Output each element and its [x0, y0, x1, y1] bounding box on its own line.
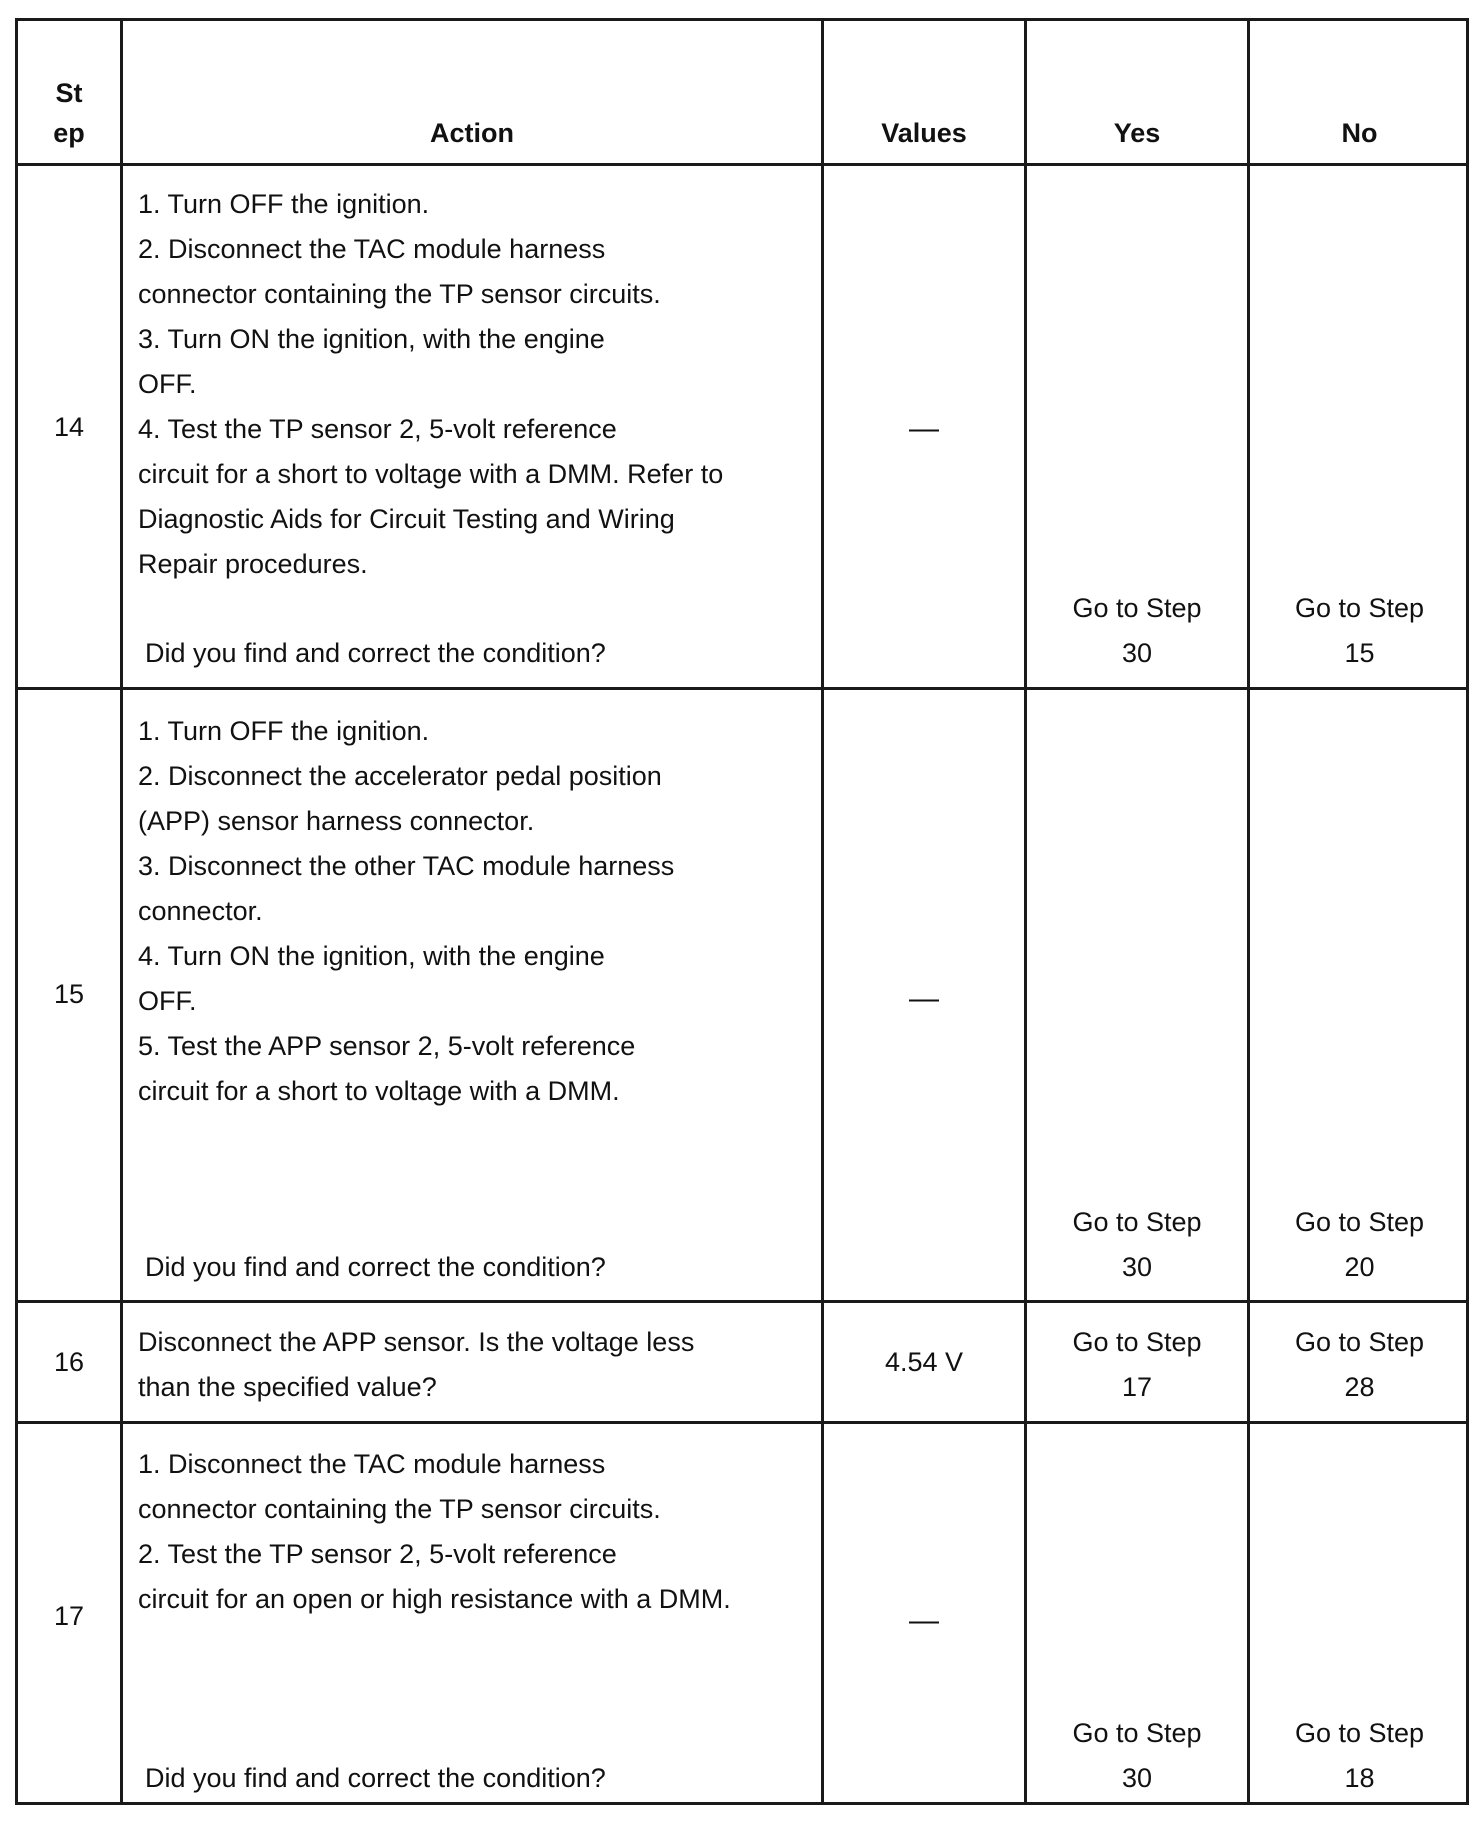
value-text: —	[909, 982, 939, 1015]
no-goto	[1250, 1320, 1469, 1410]
no-goto-step: 20	[1344, 1252, 1375, 1282]
action-line: OFF.	[138, 986, 197, 1016]
header-step-line1: St	[55, 78, 83, 108]
yes-goto-step: 30	[1121, 1252, 1153, 1282]
question-text: Did you find and correct the condition?	[145, 1252, 606, 1282]
action-line: 5. Test the APP sensor 2, 5-volt reference	[138, 1031, 636, 1061]
action-line: than the specified value?	[138, 1372, 437, 1402]
no-goto	[1250, 586, 1469, 676]
row-divider	[18, 163, 1466, 166]
value-text: —	[909, 412, 939, 445]
action-line: connector containing the TP sensor circuits.	[138, 279, 661, 309]
no-goto	[1250, 1711, 1469, 1801]
row-divider	[18, 1421, 1466, 1424]
header-no: No	[1341, 118, 1378, 148]
column-divider	[120, 21, 123, 1802]
action-line: 1. Turn OFF the ignition.	[138, 189, 430, 219]
action-steps	[138, 1320, 694, 1410]
no-goto-label: Go to Step	[1294, 1207, 1425, 1237]
action-line: Disconnect the APP sensor. Is the voltage less	[138, 1327, 695, 1357]
column-divider	[821, 21, 824, 1802]
yes-goto-label: Go to Step	[1072, 1207, 1202, 1237]
action-line: 2. Disconnect the accelerator pedal position	[138, 761, 662, 791]
no-goto-step: 28	[1344, 1372, 1375, 1402]
no-goto-step: 15	[1344, 638, 1375, 668]
yes-goto-label: Go to Step	[1072, 1718, 1202, 1748]
question-text: Did you find and correct the condition?	[145, 638, 606, 668]
action-line: OFF.	[138, 369, 197, 399]
action-line: Repair procedures.	[138, 549, 368, 579]
action-line: 1. Disconnect the TAC module harness	[138, 1449, 606, 1479]
action-line: circuit for a short to voltage with a DMM.	[138, 1076, 620, 1106]
action-line: 4. Test the TP sensor 2, 5-volt reference	[138, 414, 617, 444]
action-line: 4. Turn ON the ignition, with the engine	[138, 941, 605, 971]
yes-goto	[1027, 1200, 1247, 1290]
no-goto-step: 18	[1344, 1763, 1375, 1793]
column-divider	[1247, 21, 1250, 1802]
action-line: 3. Turn ON the ignition, with the engine	[138, 324, 605, 354]
action-line: (APP) sensor harness connector.	[138, 806, 535, 836]
yes-goto-step: 17	[1121, 1372, 1153, 1402]
question-text: Did you find and correct the condition?	[145, 1763, 606, 1793]
action-steps	[138, 709, 674, 1114]
yes-goto	[1027, 1711, 1247, 1801]
no-goto-label: Go to Step	[1294, 1718, 1425, 1748]
value-text: 4.54 V	[884, 1347, 964, 1377]
yes-goto	[1027, 586, 1247, 676]
action-steps	[138, 1442, 731, 1622]
yes-goto-step: 30	[1121, 638, 1153, 668]
action-line: Diagnostic Aids for Circuit Testing and Wiring	[138, 504, 675, 534]
action-line: connector.	[138, 896, 263, 926]
yes-goto-step: 30	[1121, 1763, 1153, 1793]
yes-goto-label: Go to Step	[1072, 593, 1202, 623]
header-step-line2: ep	[53, 118, 85, 148]
no-goto-label: Go to Step	[1294, 1327, 1425, 1357]
value-text: —	[909, 1604, 939, 1637]
header-step	[18, 73, 120, 153]
action-line: 2. Test the TP sensor 2, 5-volt reference	[138, 1539, 617, 1569]
no-goto	[1250, 1200, 1469, 1290]
no-goto-label: Go to Step	[1294, 593, 1425, 623]
action-line: 3. Disconnect the other TAC module harness	[138, 851, 675, 881]
row-divider	[18, 1300, 1466, 1303]
step-number: 17	[53, 1601, 85, 1631]
action-line: circuit for a short to voltage with a DMM. Refer to	[138, 459, 724, 489]
step-number: 15	[53, 979, 85, 1009]
action-line: 1. Turn OFF the ignition.	[138, 716, 430, 746]
column-divider	[1024, 21, 1027, 1802]
action-line: 2. Disconnect the TAC module harness	[138, 234, 606, 264]
step-number: 14	[53, 412, 85, 442]
header-yes: Yes	[1113, 118, 1161, 148]
action-line: circuit for an open or high resistance with a DMM.	[138, 1584, 731, 1614]
row-divider	[18, 687, 1466, 690]
header-values: Values	[881, 118, 967, 148]
yes-goto-label: Go to Step	[1072, 1327, 1202, 1357]
step-number: 16	[53, 1347, 85, 1377]
action-steps	[138, 182, 723, 587]
diagnostic-table	[15, 18, 1469, 1805]
yes-goto	[1027, 1320, 1247, 1410]
header-action: Action	[430, 118, 514, 148]
action-line: connector containing the TP sensor circuits.	[138, 1494, 661, 1524]
